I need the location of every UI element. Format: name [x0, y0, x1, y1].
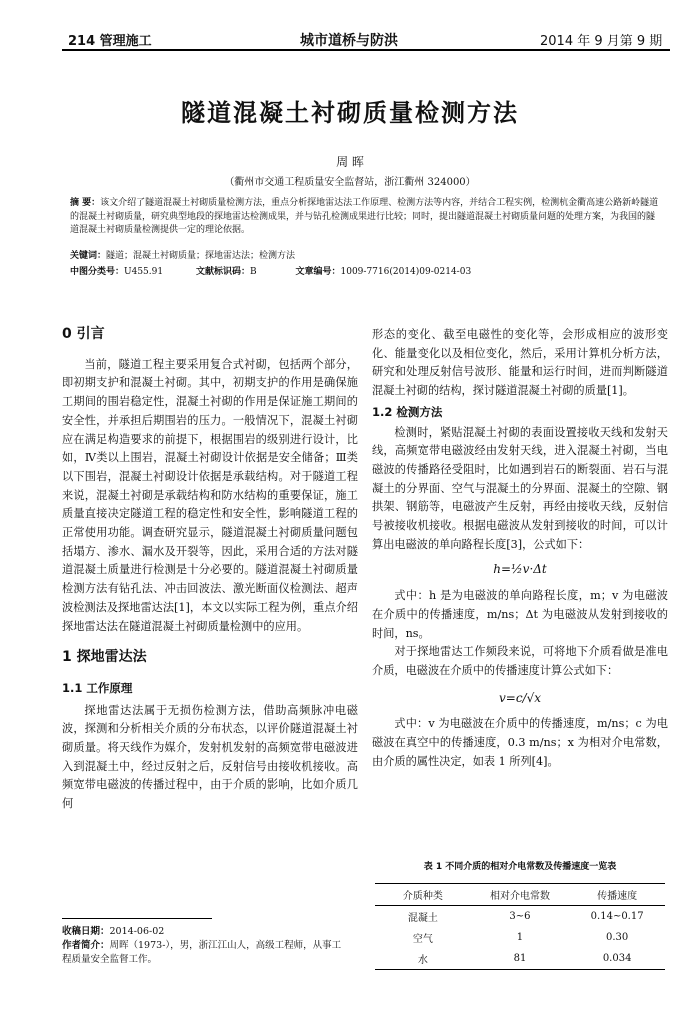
keywords-label: 关键词：	[70, 251, 107, 261]
formula-velocity: v=c/√x	[498, 690, 541, 705]
section-1-2-paragraph: 检测时，紧贴混凝土衬砌的表面设置接收天线和发射天线，高频宽带电磁波经由发射天线，进入混凝土衬砌，当电磁波的传播路径受阻时，比如遇到岩石的断裂面、岩石与混凝土的分界面、空气与混凝土的分界面、混凝土的空隙、钢拱架、钢筋等，电磁波产生反射，再经由接收天线，反射信号被接收机接收。根据电磁波从发射到接收的时间，可以计算出电磁波的单向路程长度[3]，公式如下：	[372, 425, 668, 551]
author-affiliation: （衢州市交通工程质量安全监督站，浙江衢州 324000）	[224, 177, 476, 188]
continued-paragraph: 形态的变化、截至电磁性的变化等，会形成相应的波形变化、能量变化以及相位变化，然后，采用计算机分析方法，研究和处理反射信号波形、能量和运行时间，进而判断隧道混凝土衬砌的结构，探讨隧道混凝土衬砌的质量[1]。	[372, 328, 668, 398]
received-date-value: 2014-06-02	[109, 926, 165, 937]
paper-title: 隧道混凝土衬砌质量检测方法	[181, 98, 519, 127]
section-0-paragraph: 当前，隧道工程主要采用复合式衬砌，包括两个部分，即初期支护和混凝土衬砌。其中，初期支护的作用是确保施工期间的围岩稳定性，混凝土衬砌的作用是保证施工期间的安全性，并承担后期围岩的压力。一般情况下，混凝土衬砌应在满足构造要求的前提下，根据围岩的级别进行设计，比如，Ⅳ类以上围岩，混凝土衬砌设计依据是安全储备；Ⅲ类以下围岩，混凝土衬砌设计依据是承载结构。对于隧道工程来说，混凝土衬砌是承载结构和防水结构的重要保证，施工质量直接决定隧道工程的稳定性和安全性，影响隧道工程的正常使用功能。调查研究显示，隧道混凝土衬砌质量问题包括塌方、渗水、漏水及开裂等，因此，采用合适的方法对隧道混凝土质量进行检测是十分必要的。隧道混凝土衬砌质量检测方法有钻孔法、冲击回波法、激光断面仪检测法、超声波检测法及探地雷达法[1]，本文以实际工程为例，重点介绍探地雷达法在隧道混凝土衬砌质量检测中的应用。	[62, 357, 358, 633]
doc-code-label: 文献标识码：	[195, 267, 250, 277]
article-number-label: 文章编号：	[295, 267, 341, 277]
table-row	[375, 906, 665, 928]
table-cell: 混凝土	[407, 913, 438, 924]
table-cell: 0.30	[606, 932, 629, 943]
section-1-1-heading: 1.1 工作原理	[62, 680, 133, 695]
table-1-title: 表 1 不同介质的相对介电常数及传播速度一览表	[423, 862, 617, 872]
abstract-label: 摘 要：	[70, 198, 101, 208]
article-number-value: 1009-7716(2014)09-0214-03	[340, 267, 472, 277]
author-name: 周 晖	[336, 155, 364, 169]
velocity-paragraph: 对于探地雷达工作频段来说，可将地下介质看做是准电介质，电磁波在介质中的传播速度计算公式如下：	[372, 645, 668, 677]
table-cell: 81	[513, 953, 527, 964]
table-header-row	[375, 884, 665, 906]
abstract-text: 该文介绍了隧道混凝土衬砌质量检测方法，重点分析探地雷达法工作原理、检测方法等内容，并结合工程实例，检测杭金衢高速公路新岭隧道的混凝土衬砌质量，研究典型地段的探地雷达检测成果，并与钻孔检测成果进行比较；同时，提出隧道混凝土衬砌质量问题的处理方案，为我国的隧道混凝土衬砌质量检测提供一定的理论依据。	[70, 198, 659, 235]
section-1-2-heading: 1.2 检测方法	[372, 404, 443, 419]
right-column	[372, 326, 668, 771]
footnote	[62, 925, 342, 967]
header-rule	[62, 49, 670, 51]
table-cell: 水	[417, 955, 428, 966]
table-header-cell: 传播速度	[597, 891, 638, 902]
table-header-cell: 介质种类	[402, 891, 443, 902]
table-cell: 0.14~0.17	[590, 911, 644, 922]
doc-code-value: B	[249, 267, 257, 277]
left-column	[62, 325, 358, 814]
received-date-label: 收稿日期：	[62, 926, 110, 937]
table-cell: 空气	[412, 934, 433, 945]
table-cell: 3~6	[509, 911, 531, 922]
clc-label: 中图分类号：	[70, 267, 125, 277]
formula-1-explanation: 式中：h 是为电磁波的单向路程长度，m；v 为电磁波在介质中的传播速度，m/ns；Δt 为电磁波从发射到接收的时间，ns。	[372, 589, 668, 640]
keywords	[70, 250, 662, 264]
table-row	[375, 948, 665, 970]
received-date	[62, 925, 342, 939]
author-bio	[62, 939, 342, 967]
keywords-text: 隧道；混凝土衬砌质量；探地雷达法；检测方法	[106, 251, 296, 261]
author-bio-text: 周晖（1973-），男，浙江江山人，高级工程师，从事工程质量安全监督工作。	[62, 940, 342, 965]
author-bio-label: 作者简介：	[62, 940, 110, 951]
section-0-heading: 0 引言	[62, 326, 105, 342]
journal-name: 城市道桥与防洪	[300, 33, 398, 49]
classification-line	[70, 266, 662, 280]
page-section-label: 214 管理施工	[68, 34, 152, 49]
issue-label: 2014 年 9 月第 9 期	[540, 34, 663, 49]
table-1	[375, 883, 665, 970]
clc-value: U455.91	[124, 267, 164, 277]
formula-2-explanation: 式中：v 为电磁波在介质中的传播速度，m/ns；c 为电磁波在真空中的传播速度，0.3 m/ns；x 为相对介电常数，由介质的属性决定，如表 1 所列[4]。	[372, 717, 668, 768]
table-1-grid	[375, 883, 665, 970]
section-1-1-paragraph: 探地雷达法属于无损伤检测方法，借助高频脉冲电磁波，探测和分析相关介质的分布状态，以评价隧道混凝土衬砌质量。将天线作为媒介，发射机发射的高频宽带电磁波进入到混凝土中，经过反射之后，反射信号由接收机接收。高频宽带电磁波的传播过程中，由于介质的影响，比如介质几何	[62, 703, 358, 811]
table-header-cell: 相对介电常数	[489, 891, 550, 902]
table-cell: 1	[516, 932, 524, 943]
formula-path-length: h=½v·Δt	[493, 562, 547, 577]
section-1-heading: 1 探地雷达法	[62, 649, 147, 666]
footnote-rule	[62, 918, 212, 919]
table-cell: 0.034	[602, 953, 632, 964]
table-row	[375, 927, 665, 948]
abstract	[70, 197, 662, 238]
